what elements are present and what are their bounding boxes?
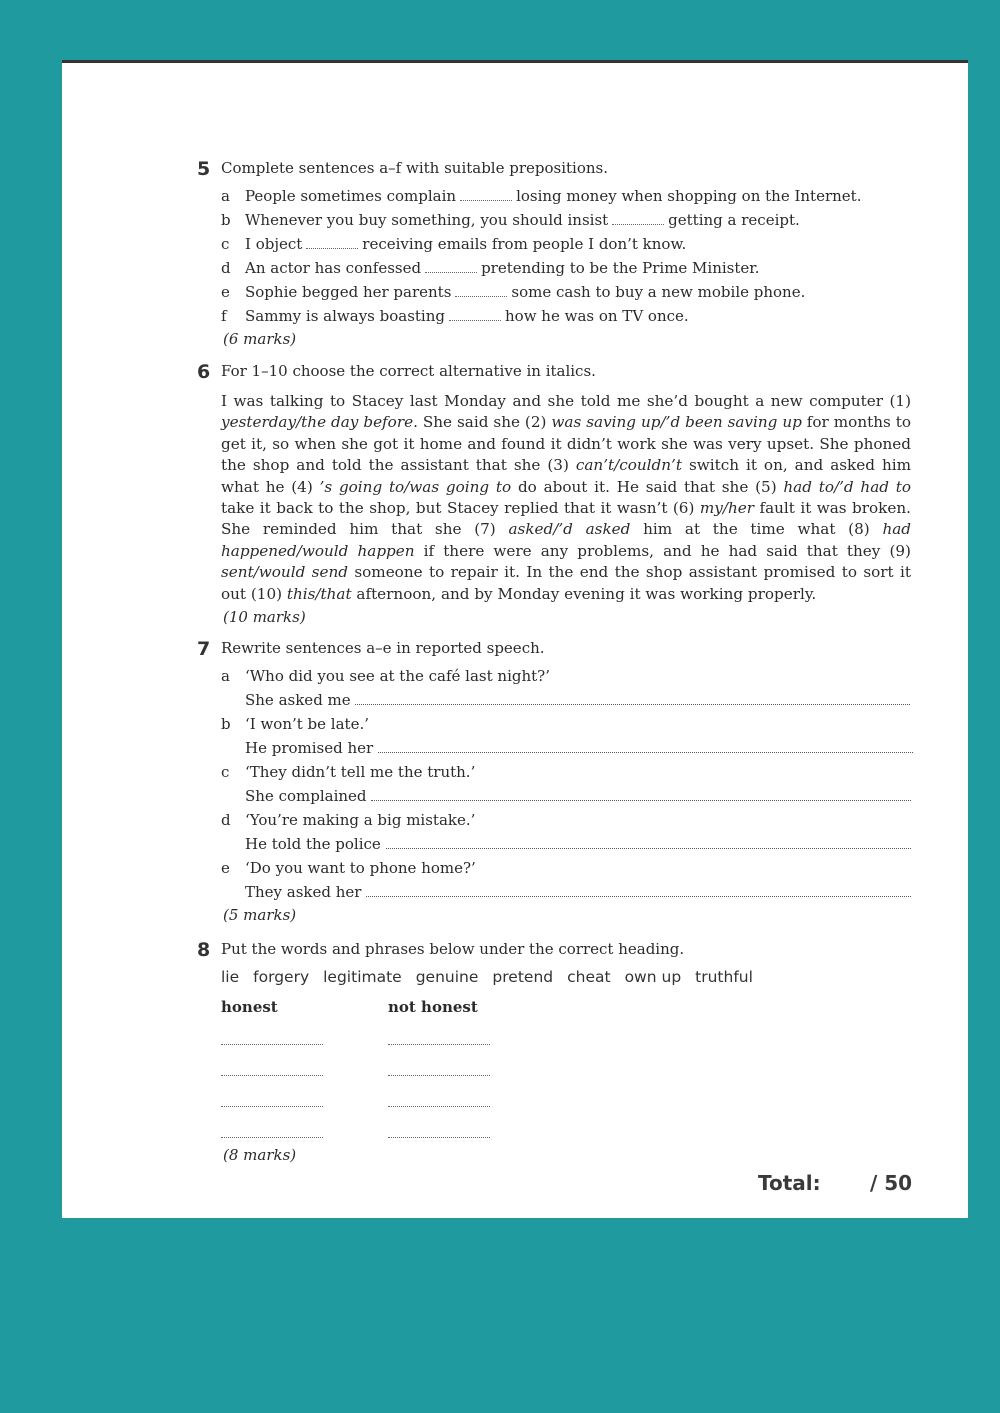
answer-line[interactable] — [378, 740, 913, 753]
word-chip[interactable]: legitimate — [323, 968, 402, 986]
exercise-instruction: For 1–10 choose the correct alternative in italics. — [221, 362, 596, 380]
sentence-item — [221, 283, 805, 301]
alternative-9[interactable]: sent/would send — [221, 563, 348, 582]
direct-speech: ‘They didn’t tell me the truth.’ — [245, 763, 476, 781]
prompt-text: They asked her — [245, 883, 362, 901]
prompt-text: He promised her — [245, 739, 374, 757]
quote-item: a ‘Who did you see at the café last night?’ — [221, 667, 550, 685]
alternative-3[interactable]: can’t/couldn’t — [575, 456, 682, 475]
sentence-end: how he was on TV once. — [505, 307, 689, 325]
heading-not-honest: not honest — [388, 998, 478, 1016]
sentence-end: getting a receipt. — [668, 211, 800, 229]
word-bank — [221, 968, 767, 986]
marks-label: (8 marks) — [223, 1146, 297, 1164]
sentence-start: Sammy is always boasting — [245, 307, 445, 325]
honest-answer-line[interactable] — [221, 1106, 323, 1107]
word-chip[interactable]: forgery — [253, 968, 310, 986]
not-honest-answer-line[interactable] — [388, 1044, 490, 1045]
honest-answer-line[interactable] — [221, 1044, 323, 1045]
marks-label: (6 marks) — [223, 330, 297, 348]
not-honest-answer-line[interactable] — [388, 1075, 490, 1076]
item-letter: d — [221, 259, 231, 277]
prompt-text: She complained — [245, 787, 367, 805]
word-chip[interactable]: own up — [624, 968, 682, 986]
exercise-number: 6 — [197, 361, 211, 383]
answer-gap[interactable] — [460, 188, 512, 201]
exercise-instruction: Put the words and phrases below under the correct heading. — [221, 940, 685, 958]
prompt-text: She asked me — [245, 691, 351, 709]
answer-gap[interactable] — [425, 260, 477, 273]
reported-line — [245, 691, 910, 709]
sentence-start: People sometimes complain — [245, 187, 457, 205]
alternative-4[interactable]: ’s going to/was going to — [319, 477, 512, 496]
answer-gap[interactable] — [449, 308, 501, 321]
reported-line — [245, 883, 911, 901]
quote-item: e ‘Do you want to phone home?’ — [221, 859, 476, 877]
story-paragraph: I was talking to Stacey last Monday and she told me she’d bought a new computer (1) yesterday/the day before. She said she (2) was saving up/’d been saving up for months to get it, so when she got it home and found it didn’t work she was very upset. She phoned the shop and told the assistant that she (3) can’t/couldn’t switch it on, and asked him what he (4) ’s going to/was going to do about it. He said that she (5) had to/’d had to take it back to the shop, but Stacey replied that it wasn’t (6) my/her fault it was broken. She reminded him that she (7) asked/’d asked him at the time what (8) had happened/would happen if there were any problems, and he had said that they (9) sent/would send someone to repair it. In the end the shop assistant promised to sort it out (10) this/that afternoon, and by Monday evening it was working properly. — [221, 392, 912, 603]
alternative-6[interactable]: my/her — [699, 499, 754, 518]
item-letter: b — [221, 211, 231, 229]
answer-line[interactable] — [386, 836, 911, 849]
word-chip[interactable]: lie — [221, 968, 240, 986]
reported-line — [245, 739, 913, 757]
item-letter: a — [221, 187, 230, 205]
answer-gap[interactable] — [612, 212, 664, 225]
alternative-10[interactable]: this/that — [286, 584, 352, 603]
sentence-end: receiving emails from people I don’t know. — [362, 235, 687, 253]
answer-line[interactable] — [366, 884, 911, 897]
sentence-item — [221, 235, 686, 253]
alternative-2[interactable]: was saving up/’d been saving up — [551, 413, 802, 432]
item-letter: f — [221, 307, 227, 325]
sentence-start: An actor has confessed — [245, 259, 422, 277]
answer-gap[interactable] — [306, 236, 358, 249]
sentence-item — [221, 307, 689, 325]
sentence-end: some cash to buy a new mobile phone. — [511, 283, 806, 301]
quote-item: c ‘They didn’t tell me the truth.’ — [221, 763, 476, 781]
exercise-instruction: Rewrite sentences a–e in reported speech. — [221, 639, 545, 657]
item-letter: c — [221, 235, 230, 253]
prompt-text: He told the police — [245, 835, 381, 853]
alternative-1[interactable]: yesterday/the day before — [221, 413, 414, 432]
total-score: / 50 — [870, 1171, 913, 1195]
word-chip[interactable]: truthful — [695, 968, 753, 986]
sentence-end: losing money when shopping on the Internet. — [516, 187, 862, 205]
honest-answer-line[interactable] — [221, 1075, 323, 1076]
sentence-start: Sophie begged her parents — [245, 283, 452, 301]
sentence-item — [221, 259, 760, 277]
direct-speech: ‘I won’t be late.’ — [245, 715, 369, 733]
total-label: Total: — [758, 1171, 821, 1195]
answer-gap[interactable] — [455, 284, 507, 297]
word-chip[interactable]: pretend — [492, 968, 554, 986]
quote-item: b ‘I won’t be late.’ — [221, 715, 369, 733]
exercise-number: 8 — [197, 939, 211, 961]
quote-item: d ‘You’re making a big mistake.’ — [221, 811, 476, 829]
marks-label: (5 marks) — [223, 906, 297, 924]
not-honest-answer-line[interactable] — [388, 1106, 490, 1107]
direct-speech: ‘You’re making a big mistake.’ — [245, 811, 476, 829]
sentence-start: I object — [245, 235, 303, 253]
alternative-8[interactable]: had happened/would happen — [221, 520, 911, 560]
reported-line — [245, 835, 911, 853]
sentence-item — [221, 211, 800, 229]
exercise-instruction: Complete sentences a–f with suitable prepositions. — [221, 159, 609, 177]
honest-answer-line[interactable] — [221, 1137, 323, 1138]
worksheet-page — [62, 60, 968, 1218]
heading-honest: honest — [221, 998, 278, 1016]
direct-speech: ‘Do you want to phone home?’ — [245, 859, 476, 877]
word-chip[interactable]: cheat — [567, 968, 611, 986]
answer-line[interactable] — [371, 788, 911, 801]
sentence-start: Whenever you buy something, you should insist — [245, 211, 609, 229]
exercise-number: 7 — [197, 638, 211, 660]
not-honest-answer-line[interactable] — [388, 1137, 490, 1138]
word-chip[interactable]: genuine — [415, 968, 479, 986]
answer-line[interactable] — [355, 692, 910, 705]
alternative-5[interactable]: had to/’d had to — [783, 477, 911, 496]
reported-line — [245, 787, 911, 805]
alternative-7[interactable]: asked/’d asked — [508, 520, 631, 539]
sentence-item — [221, 187, 861, 205]
sentence-end: pretending to be the Prime Minister. — [481, 259, 760, 277]
marks-label: (10 marks) — [223, 608, 306, 626]
item-letter: e — [221, 283, 230, 301]
exercise-number: 5 — [197, 158, 211, 180]
direct-speech: ‘Who did you see at the café last night?’ — [245, 667, 550, 685]
